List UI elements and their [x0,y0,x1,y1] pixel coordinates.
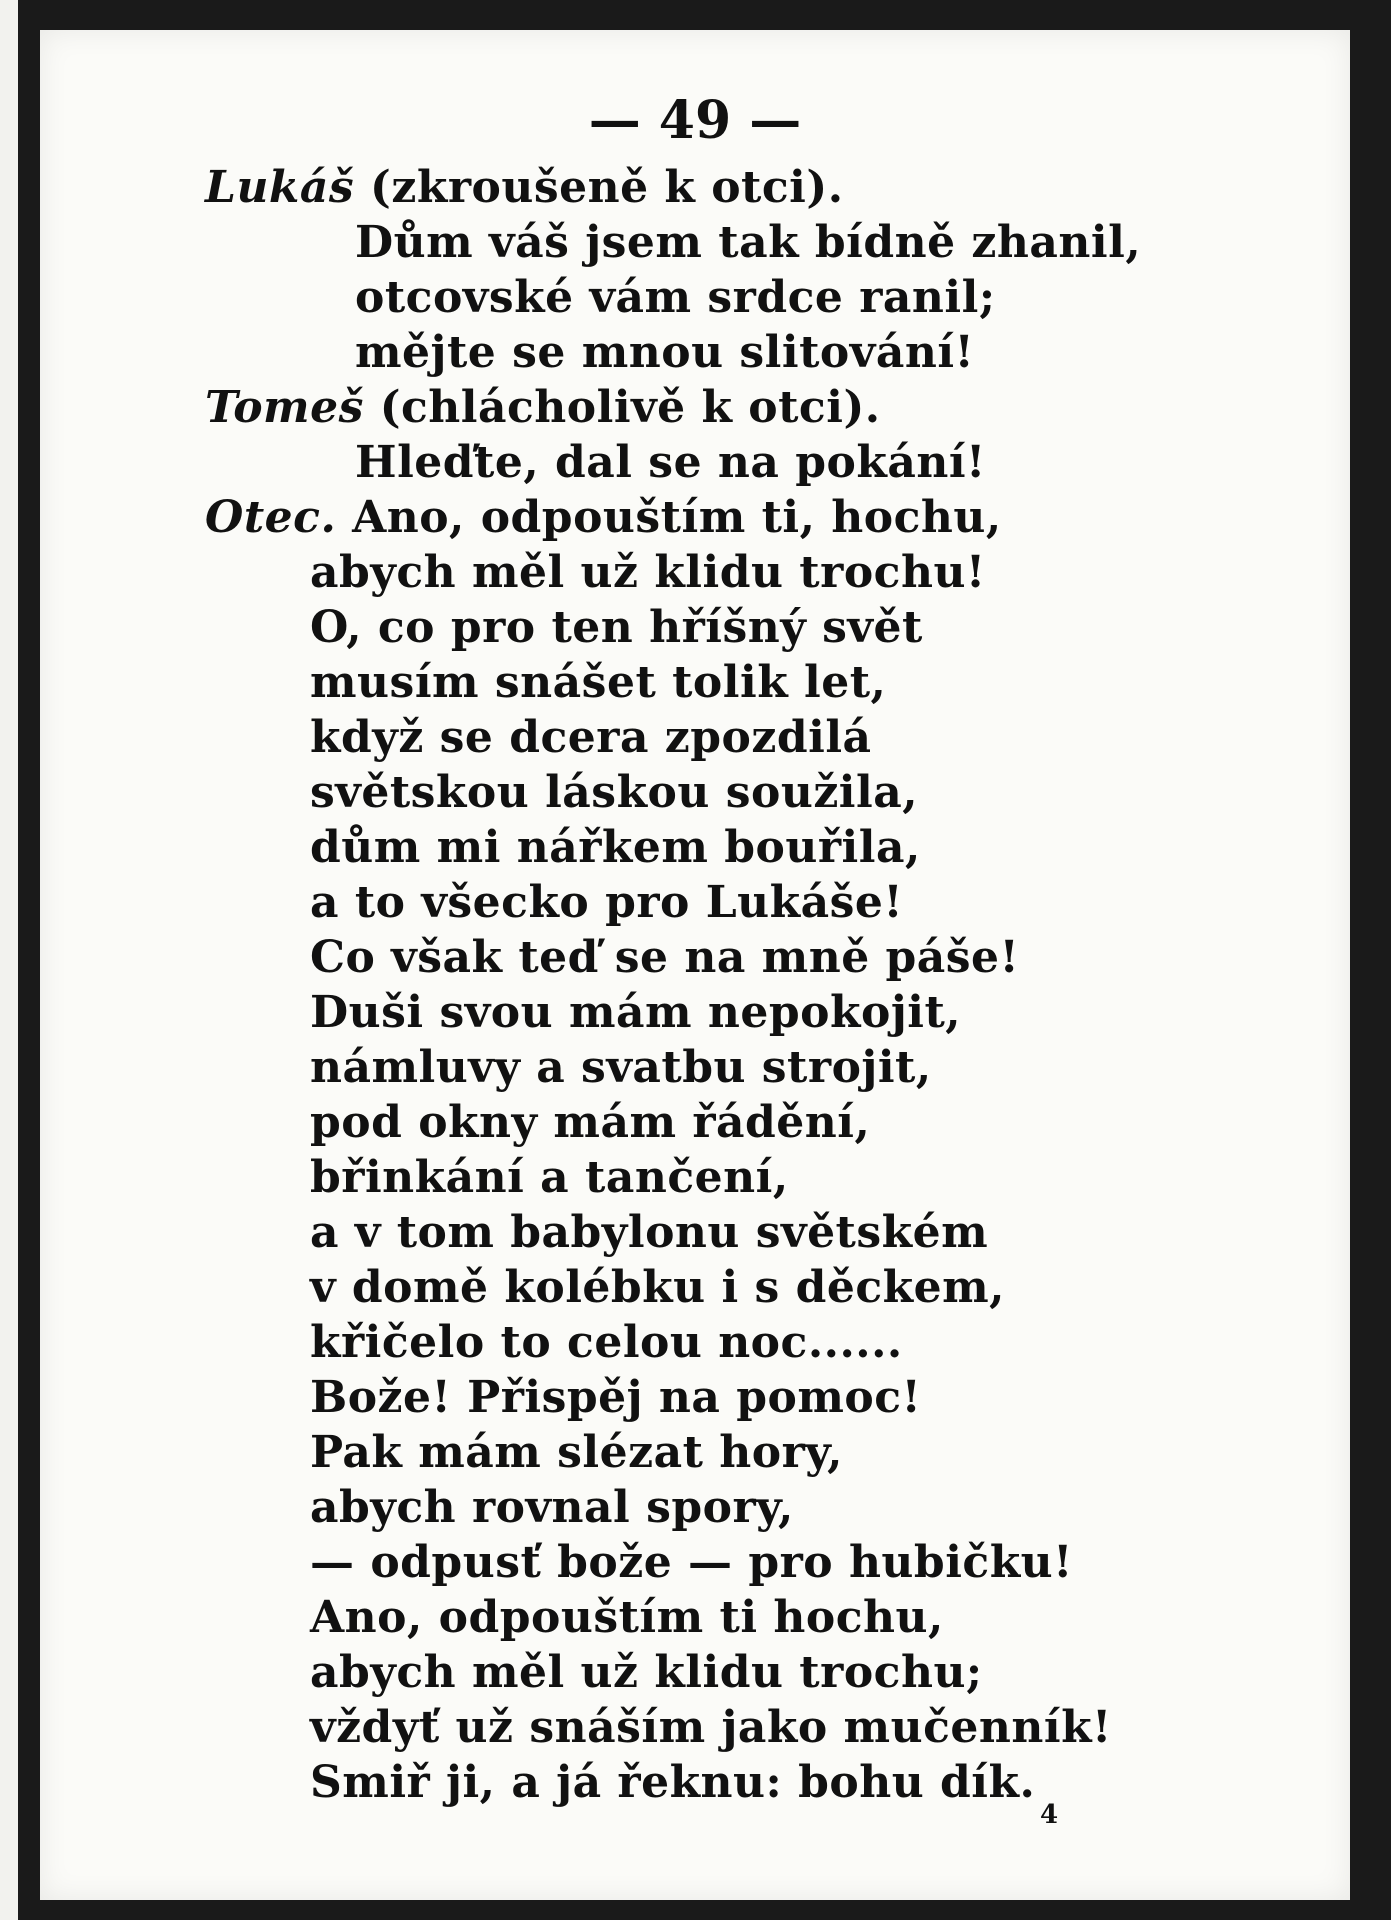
speaker-name: Otec. [205,492,337,543]
text-line: Duši svou mám nepokojit, [310,987,962,1038]
text-line: Smiř ji, a já řeknu: bohu dík. [310,1757,1036,1808]
text-line: — odpusť bože — pro hubičku! [310,1537,1073,1588]
line-text: Ano, odpouštím ti, hochu, [336,492,1002,543]
text-line: námluvy a svatbu strojit, [310,1042,932,1093]
text-line: O, co pro ten hříšný svět [310,602,923,653]
text-line: když se dcera zpozdilá [310,712,872,763]
line-text: (zkroušeně k otci). [354,162,844,213]
text-line: dům mi nářkem bouřila, [310,822,921,873]
text-line: světskou láskou soužila, [310,767,919,818]
speaker-name: Tomeš [205,382,364,433]
line-text: (chlácholivě k otci). [363,382,881,433]
text-line: abych měl už klidu trochu; [310,1647,983,1698]
text-line [205,160,844,216]
text-line: Pak mám slézat hory, [310,1427,843,1478]
text-line: abych rovnal spory, [310,1482,794,1533]
text-line: pod okny mám řádění, [310,1097,871,1148]
text-line: Co však teď se na mně páše! [310,932,1020,983]
text-line: křičelo to celou noc...... [310,1317,903,1368]
text-line: Hleďte, dal se na pokání! [355,437,986,488]
text-line: a v tom babylonu světském [310,1207,989,1258]
text-line: břinkání a tančení, [310,1152,789,1203]
speaker-name: Lukáš [205,162,355,213]
text-line: otcovské vám srdce ranil; [355,272,996,323]
adjacent-page-edge [0,0,18,1920]
text-line: mějte se mnou slitování! [355,327,975,378]
text-line: Ano, odpouštím ti hochu, [310,1592,944,1643]
text-line: Dům váš jsem tak bídně zhanil, [355,217,1142,268]
text-line: abych měl už klidu trochu! [310,547,986,598]
text-line: vždyť už snáším jako mučenník! [310,1702,1112,1753]
book-page [40,30,1350,1900]
page-number: — 49 — [588,90,802,151]
text-line: v domě kolébku i s děckem, [310,1262,1005,1313]
text-line: a to všecko pro Lukáše! [310,877,904,928]
text-line [205,490,1002,546]
text-line: musím snášet tolik let, [310,657,887,708]
text-line [205,380,881,436]
text-line: Bože! Přispěj na pomoc! [310,1372,922,1423]
signature-mark: 4 [1040,1800,1059,1830]
